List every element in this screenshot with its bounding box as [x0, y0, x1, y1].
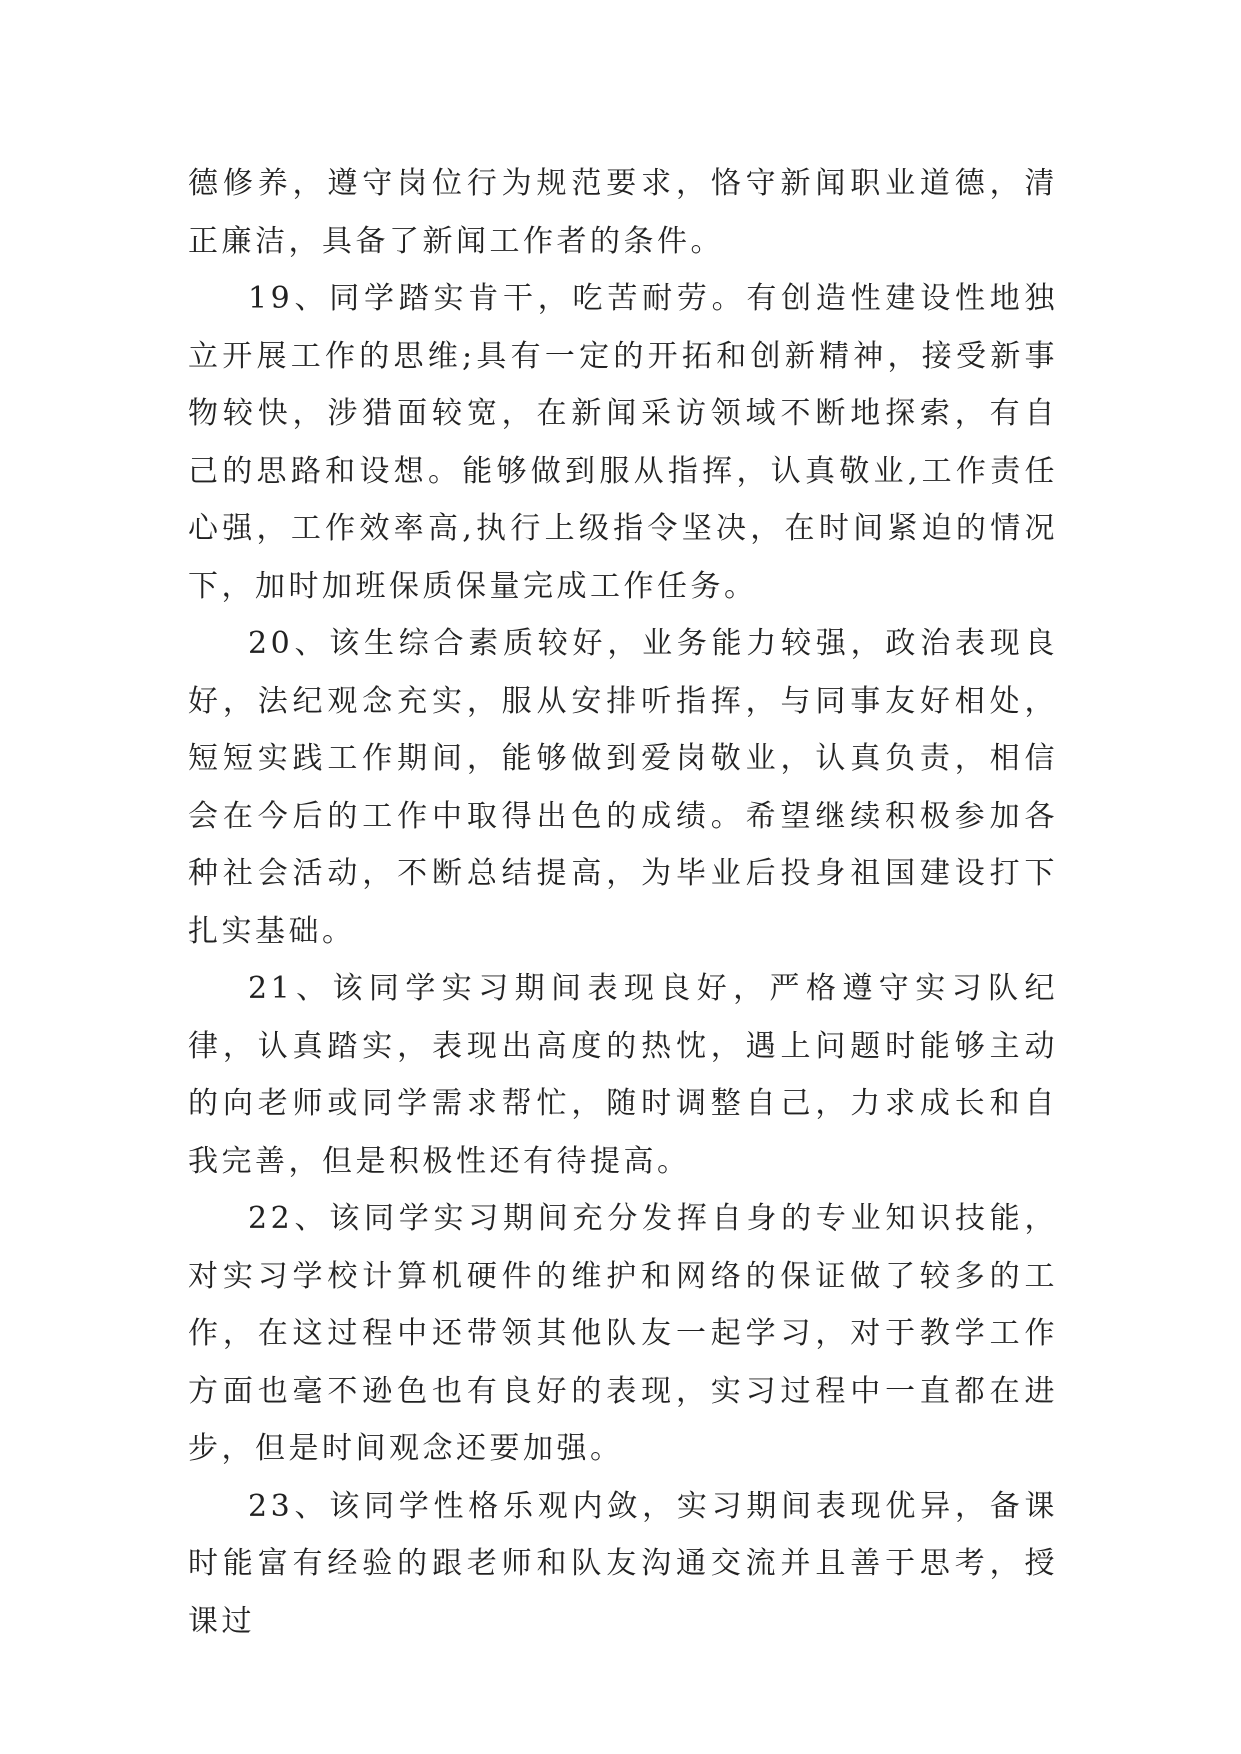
paragraph-22: 22、该同学实习期间充分发挥自身的专业知识技能，对实习学校计算机硬件的维护和网络的保证做了较多的工作，在这过程中还带领其他队友一起学习，对于教学工作方面也毫不逊色也有良好的表现，实习过程中一直都在进步，但是时间观念还要加强。	[188, 1201, 1058, 1466]
paragraph-21: 21、该同学实习期间表现良好，严格遵守实习队纪律，认真踏实，表现出高度的热忱，遇上问题时能够主动的向老师或同学需求帮忙，随时调整自己，力求成长和自我完善，但是积极性还有待提高。	[188, 971, 1058, 1179]
paragraph-continued: 德修养，遵守岗位行为规范要求，恪守新闻职业道德，清正廉洁，具备了新闻工作者的条件。	[188, 166, 1058, 259]
paragraph-23: 23、该同学性格乐观内敛，实习期间表现优异，备课时能富有经验的跟老师和队友沟通交流并且善于思考，授课过	[188, 1488, 1058, 1639]
paragraph-19: 19、同学踏实肯干，吃苦耐劳。有创造性建设性地独立开展工作的思维;具有一定的开拓和创新精神，接受新事物较快，涉猎面较宽，在新闻采访领域不断地探索，有自己的思路和设想。能够做到服从指挥，认真敬业,工作责任心强，工作效率高,执行上级指令坚决，在时间紧迫的情况下，加时加班保质保量完成工作任务。	[188, 281, 1058, 604]
document-body	[188, 155, 1058, 1650]
paragraph-20: 20、该生综合素质较好，业务能力较强，政治表现良好，法纪观念充实，服从安排听指挥，与同事友好相处，短短实践工作期间，能够做到爱岗敬业，认真负责，相信会在今后的工作中取得出色的成绩。希望继续积极参加各种社会活动，不断总结提高，为毕业后投身祖国建设打下扎实基础。	[188, 626, 1058, 949]
